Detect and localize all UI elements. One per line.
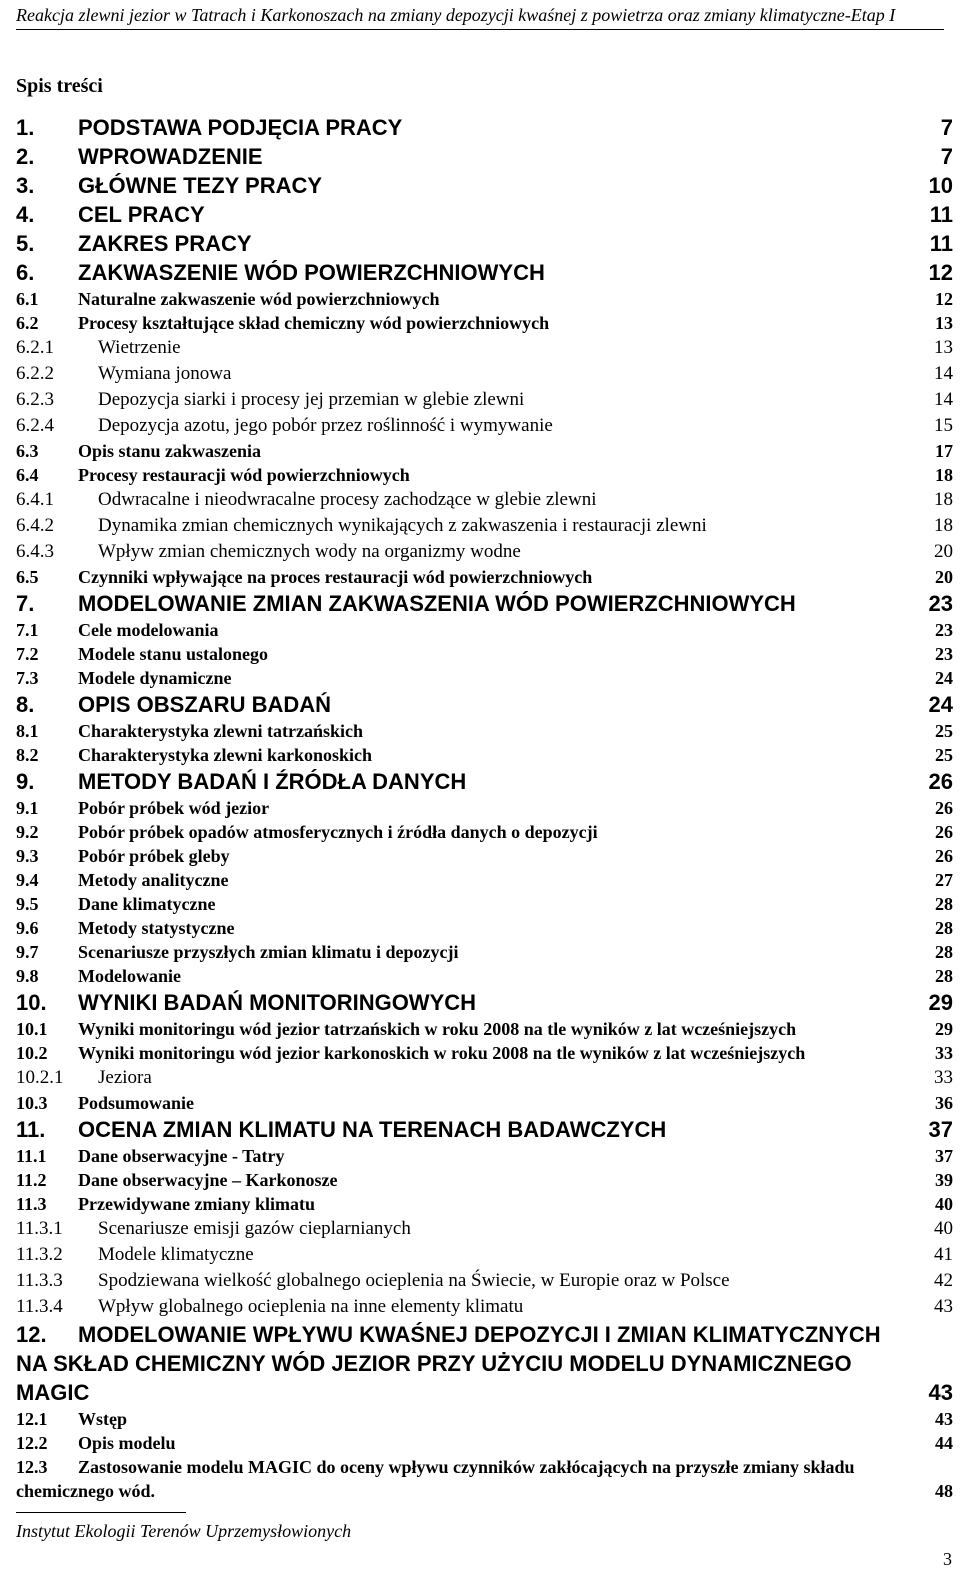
toc-entry-label: Pobór próbek gleby	[78, 846, 230, 866]
toc-entry[interactable]	[16, 690, 953, 719]
toc-entry-number: 12.1	[16, 1409, 48, 1429]
toc-entry-number: 6.2.4	[16, 415, 54, 436]
toc-entry-label: Naturalne zakwaszenie wód powierzchniowych	[78, 289, 440, 309]
toc-entry-number: 11.3.2	[16, 1244, 63, 1265]
toc-entry-number: 10.1	[16, 1019, 48, 1039]
toc-entry-number: 6.4.1	[16, 489, 54, 510]
toc-entry-number: 9.4	[16, 870, 39, 890]
toc-entry-page: 23	[935, 620, 953, 640]
toc-entry-page: 10	[928, 173, 953, 198]
toc-entry-label: Pobór próbek opadów atmosferycznych i źródła danych o depozycji	[78, 822, 598, 842]
toc-entry[interactable]	[16, 1455, 953, 1503]
toc-entry[interactable]	[16, 335, 953, 361]
toc-entry[interactable]	[16, 1242, 953, 1268]
toc-entry[interactable]	[16, 642, 953, 666]
toc-entry[interactable]	[16, 1091, 953, 1115]
toc-entry-label: ZAKWASZENIE WÓD POWIERZCHNIOWYCH	[78, 260, 545, 285]
toc-entry-label: Charakterystyka zlewni karkonoskich	[78, 745, 373, 765]
toc-entry[interactable]	[16, 1065, 953, 1091]
toc-entry-number: 11.3.1	[16, 1218, 63, 1239]
toc-entry-number: 6.2.3	[16, 389, 54, 410]
toc-entry[interactable]	[16, 1041, 953, 1065]
toc-entry-label: Wyniki monitoringu wód jezior karkonoskich w roku 2008 na tle wyników z lat wcześniejszych	[78, 1043, 806, 1063]
toc-entry-page: 28	[935, 894, 953, 914]
toc-entry-label: Opis stanu zakwaszenia	[78, 441, 262, 461]
toc-entry-number: 12.	[16, 1322, 47, 1347]
toc-entry[interactable]	[16, 1431, 953, 1455]
toc-entry-number: 11.3.4	[16, 1296, 63, 1317]
toc-entry-label: Modele dynamiczne	[78, 668, 232, 688]
toc-entry-number: 9.1	[16, 798, 39, 818]
toc-entry[interactable]	[16, 844, 953, 868]
toc-entry-number: 10.2	[16, 1043, 48, 1063]
toc-entry-number: 6.	[16, 260, 35, 285]
toc-entry-page: 11	[929, 231, 953, 256]
toc-entry-label: ZAKRES PRACY	[78, 231, 252, 256]
toc-entry-page: 29	[935, 1019, 953, 1039]
toc-entry-page: 26	[935, 798, 953, 818]
toc-entry-page: 43	[934, 1296, 953, 1317]
toc-entry-label: Wyniki monitoringu wód jezior tatrzańskich w roku 2008 na tle wyników z lat wcześniejszych	[78, 1019, 797, 1039]
toc-entry[interactable]	[16, 113, 953, 142]
toc-entry-number: 12.2	[16, 1433, 48, 1453]
toc-entry-number: 11.3	[16, 1194, 47, 1214]
toc-entry-label: Charakterystyka zlewni tatrzańskich	[78, 721, 363, 741]
toc-entry-page: 43	[935, 1409, 953, 1429]
toc-entry-page: 41	[934, 1244, 953, 1265]
toc-entry-label: WYNIKI BADAŃ MONITORINGOWYCH	[78, 990, 477, 1015]
toc-entry[interactable]	[16, 1320, 953, 1407]
toc-entry-page: 7	[940, 144, 953, 169]
page-number: 3	[943, 1549, 952, 1569]
toc-entry-number: 1.	[16, 115, 35, 140]
toc-entry-number: 3.	[16, 173, 35, 198]
toc-entry[interactable]	[16, 1017, 953, 1041]
toc-entry-number: 6.3	[16, 441, 39, 461]
toc-entry[interactable]	[16, 258, 953, 287]
toc-entry[interactable]	[16, 916, 953, 940]
toc-entry-label: Opis modelu	[78, 1433, 176, 1453]
toc-entry-label: PODSTAWA PODJĘCIA PRACY	[78, 115, 403, 140]
toc-entry-page: 20	[934, 541, 953, 562]
toc-entry-label: Pobór próbek wód jezior	[78, 798, 270, 818]
toc-entry-page: 18	[934, 515, 953, 536]
toc-entry-page: 43	[928, 1380, 953, 1405]
toc-entry-label: Dane obserwacyjne - Tatry	[78, 1146, 285, 1166]
toc-entry[interactable]	[16, 964, 953, 988]
toc-entry[interactable]	[16, 1268, 953, 1294]
toc-entry-label: Wpływ globalnego ocieplenia na inne elementy klimatu	[98, 1296, 524, 1317]
toc-entry-number: 5.	[16, 231, 35, 256]
toc-entry-page: 25	[935, 721, 953, 741]
toc-entry-number: 6.2.2	[16, 363, 54, 384]
toc-entry-label: Dane klimatyczne	[78, 894, 216, 914]
toc-entry-page: 11	[929, 202, 953, 227]
toc-entry-page: 40	[935, 1194, 953, 1214]
toc-entry-label: Wietrzenie	[98, 337, 181, 358]
toc-entry[interactable]	[16, 1115, 953, 1144]
toc-entry-number: 2.	[16, 144, 35, 169]
toc-entry-label: Dane obserwacyjne – Karkonosze	[78, 1170, 338, 1190]
toc-entry-label: Procesy kształtujące skład chemiczny wód powierzchniowych	[78, 313, 550, 333]
toc-entry[interactable]	[16, 565, 953, 589]
toc-entry[interactable]	[16, 767, 953, 796]
toc-entry[interactable]	[16, 1168, 953, 1192]
toc-entry-page: 28	[935, 918, 953, 938]
toc-entry-page: 44	[935, 1433, 953, 1453]
toc-entry[interactable]	[16, 142, 953, 171]
toc-entry-page: 27	[935, 870, 953, 890]
toc-entry[interactable]	[16, 413, 953, 439]
toc-entry-page: 42	[934, 1270, 953, 1291]
toc-entry-number: 8.1	[16, 721, 39, 741]
toc-entry-label: Depozycja azotu, jego pobór przez roślinność i wymywanie	[98, 415, 553, 436]
toc-entry-label: Zastosowanie modelu MAGIC do oceny wpływu czynników zakłócających na przyszłe zmiany składu chemicznego wód.	[16, 1457, 855, 1501]
toc-entry-number: 6.2.1	[16, 337, 54, 358]
toc-entry-number: 11.2	[16, 1170, 47, 1190]
toc-entry-number: 7.3	[16, 668, 39, 688]
toc-entry-page: 23	[935, 644, 953, 664]
toc-entry[interactable]	[16, 796, 953, 820]
toc-entry[interactable]	[16, 487, 953, 513]
toc-entry-label: Spodziewana wielkość globalnego ocieplenia na Świecie, w Europie oraz w Polsce	[98, 1270, 730, 1291]
toc-entry-number: 9.3	[16, 846, 39, 866]
toc-entry[interactable]	[16, 666, 953, 690]
toc-entry-number: 11.3.3	[16, 1270, 63, 1291]
toc-entry-page: 39	[935, 1170, 953, 1190]
toc-entry-page: 13	[934, 337, 953, 358]
toc-entry-page: 48	[935, 1481, 953, 1501]
toc-entry-label: Scenariusze przyszłych zmian klimatu i depozycji	[78, 942, 459, 962]
toc-entry-label: Modele klimatyczne	[98, 1244, 254, 1265]
toc-title: Spis treści	[16, 75, 103, 97]
toc-entry-number: 10.3	[16, 1093, 48, 1113]
toc-entry-page: 18	[934, 489, 953, 510]
toc-entry-number: 12.3	[16, 1457, 48, 1477]
toc-entry-number: 9.5	[16, 894, 39, 914]
toc-entry-page: 14	[934, 389, 953, 410]
toc-entry-label: Podsumowanie	[78, 1093, 195, 1113]
toc-entry-number: 6.5	[16, 567, 39, 587]
toc-entry-page: 15	[934, 415, 953, 436]
toc-entry-number: 6.4.3	[16, 541, 54, 562]
toc-entry-number: 9.	[16, 769, 35, 794]
footer-rule	[16, 1512, 186, 1513]
toc-entry-number: 11.1	[16, 1146, 47, 1166]
toc-entry[interactable]	[16, 940, 953, 964]
toc-entry-number: 10.2.1	[16, 1067, 64, 1088]
toc-entry-number: 4.	[16, 202, 35, 227]
toc-entry-page: 26	[935, 846, 953, 866]
toc-entry[interactable]	[16, 618, 953, 642]
toc-entry-number: 6.2	[16, 313, 39, 333]
footer-institute: Instytut Ekologii Terenów Uprzemysłowionych	[16, 1521, 352, 1541]
toc-entry-label: Dynamika zmian chemicznych wynikających z zakwaszenia i restauracji zlewni	[98, 515, 707, 536]
toc-entry-page: 14	[934, 363, 953, 384]
toc-entry-label: Odwracalne i nieodwracalne procesy zachodzące w glebie zlewni	[98, 489, 597, 510]
toc-entry-label: METODY BADAŃ I ŹRÓDŁA DANYCH	[78, 769, 467, 794]
toc-entry-label: Modele stanu ustalonego	[78, 644, 269, 664]
toc-entry-number: 8.	[16, 692, 35, 717]
toc-entry-page: 20	[935, 567, 953, 587]
document-header: Reakcja zlewni jezior w Tatrach i Karkonoszach na zmiany depozycji kwaśnej z powietrza oraz zmiany klimatyczne-Etap I	[16, 5, 896, 25]
toc-entry-page: 33	[935, 1043, 953, 1063]
toc-entry-page: 24	[928, 692, 953, 717]
toc-entry-label: Depozycja siarki i procesy jej przemian w glebie zlewni	[98, 389, 525, 410]
toc-entry-label: Cele modelowania	[78, 620, 219, 640]
toc-entry-page: 18	[935, 465, 953, 485]
toc-entry[interactable]	[16, 1294, 953, 1320]
toc-entry-page: 13	[935, 313, 953, 333]
toc-entry[interactable]	[16, 1407, 953, 1431]
toc-entry-page: 28	[935, 966, 953, 986]
toc-entry-page: 12	[935, 289, 953, 309]
toc-entry-page: 36	[935, 1093, 953, 1113]
toc-entry[interactable]	[16, 229, 953, 258]
toc-entry-page: 17	[935, 441, 953, 461]
toc-entry[interactable]	[16, 361, 953, 387]
toc-entry[interactable]	[16, 387, 953, 413]
toc-entry-label: Wpływ zmian chemicznych wody na organizmy wodne	[98, 541, 521, 562]
toc-entry-label: Metody analityczne	[78, 870, 229, 890]
toc-entry-number: 9.7	[16, 942, 39, 962]
toc-entry-label: OCENA ZMIAN KLIMATU NA TERENACH BADAWCZYCH	[78, 1117, 667, 1142]
toc-entry[interactable]	[16, 171, 953, 200]
toc-entry[interactable]	[16, 743, 953, 767]
toc-entry-page: 40	[934, 1218, 953, 1239]
toc-entry[interactable]	[16, 719, 953, 743]
toc-entry-page: 24	[935, 668, 953, 688]
toc-entry-label: Wymiana jonowa	[98, 363, 232, 384]
toc-entry-number: 9.2	[16, 822, 39, 842]
toc-entry-label: Wstęp	[78, 1409, 127, 1429]
toc-entry-label: Czynniki wpływające na proces restauracji wód powierzchniowych	[78, 567, 593, 587]
toc-entry-label: Przewidywane zmiany klimatu	[78, 1194, 315, 1214]
toc-entry-page: 26	[928, 769, 953, 794]
toc-entry[interactable]	[16, 589, 953, 618]
toc-entry-page: 37	[935, 1146, 953, 1166]
toc-entry-label: Jeziora	[98, 1067, 152, 1088]
toc-entry-page: 26	[935, 822, 953, 842]
toc-entry[interactable]	[16, 892, 953, 916]
toc-entry[interactable]	[16, 287, 953, 311]
toc-entry-label: Metody statystyczne	[78, 918, 235, 938]
toc-entry-number: 7.	[16, 591, 35, 616]
toc-entry-label: MODELOWANIE WPŁYWU KWAŚNEJ DEPOZYCJI I ZMIAN KLIMATYCZNYCH NA SKŁAD CHEMICZNY WÓD JEZIOR PRZY UŻYCIU MODELU DYNAMICZNEGO MAGIC	[16, 1322, 881, 1405]
toc-entry-label: Modelowanie	[78, 966, 181, 986]
toc-entry-number: 11.	[16, 1117, 46, 1142]
toc-entry[interactable]	[16, 200, 953, 229]
header-rule	[16, 29, 944, 30]
toc-entry[interactable]	[16, 1216, 953, 1242]
toc-entry-label: OPIS OBSZARU BADAŃ	[78, 692, 332, 717]
toc-entry-number: 7.1	[16, 620, 39, 640]
toc-entry[interactable]	[16, 988, 953, 1017]
toc-entry-page: 29	[928, 990, 953, 1015]
toc-entry[interactable]	[16, 539, 953, 565]
table-of-contents	[16, 113, 953, 1503]
toc-entry[interactable]	[16, 868, 953, 892]
toc-entry[interactable]	[16, 311, 953, 335]
toc-entry[interactable]	[16, 463, 953, 487]
toc-entry-label: Scenariusze emisji gazów cieplarnianych	[98, 1218, 411, 1239]
toc-entry[interactable]	[16, 820, 953, 844]
toc-entry-number: 8.2	[16, 745, 39, 765]
toc-entry-page: 12	[928, 260, 953, 285]
toc-entry-number: 9.8	[16, 966, 39, 986]
toc-entry[interactable]	[16, 439, 953, 463]
toc-entry-number: 6.4	[16, 465, 39, 485]
toc-entry[interactable]	[16, 513, 953, 539]
toc-entry-page: 7	[940, 115, 953, 140]
toc-entry-label: CEL PRACY	[78, 202, 205, 227]
toc-entry-number: 9.6	[16, 918, 39, 938]
toc-entry[interactable]	[16, 1144, 953, 1168]
toc-entry-page: 28	[935, 942, 953, 962]
toc-entry-number: 10.	[16, 990, 47, 1015]
toc-entry-label: Procesy restauracji wód powierzchniowych	[78, 465, 410, 485]
toc-entry-number: 6.1	[16, 289, 39, 309]
toc-entry-text	[16, 1320, 891, 1407]
toc-entry-label: MODELOWANIE ZMIAN ZAKWASZENIA WÓD POWIERZCHNIOWYCH	[78, 591, 796, 616]
toc-entry-number: 6.4.2	[16, 515, 54, 536]
toc-entry-page: 25	[935, 745, 953, 765]
toc-entry-page: 23	[928, 591, 953, 616]
toc-entry[interactable]	[16, 1192, 953, 1216]
toc-entry-label: GŁÓWNE TEZY PRACY	[78, 173, 323, 198]
toc-entry-page: 33	[934, 1067, 953, 1088]
toc-entry-page: 37	[928, 1117, 953, 1142]
toc-entry-label: WPROWADZENIE	[78, 144, 263, 169]
toc-entry-text	[16, 1455, 891, 1503]
toc-entry-number: 7.2	[16, 644, 39, 664]
